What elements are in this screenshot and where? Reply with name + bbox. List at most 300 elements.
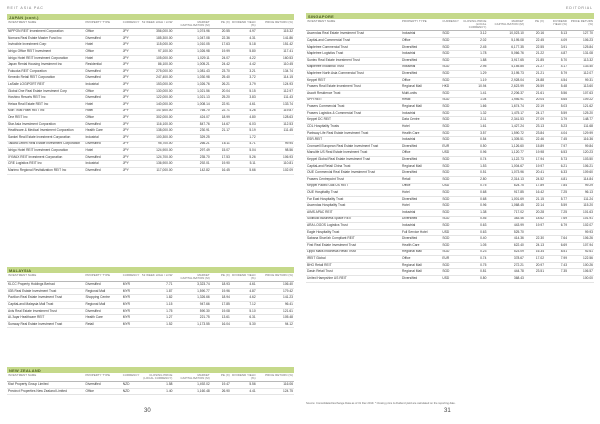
table-row [306,97,594,104]
table-cell: 22.46 [525,137,545,144]
table-cell: Hotel [85,101,122,108]
table-cell: 98.56 [257,148,294,155]
table-cell: 1,173.55 [173,321,210,328]
table-cell: Diversified [401,57,441,64]
table-cell: 1,026.76 [173,82,210,89]
table-cell [545,276,568,283]
table-section [7,14,294,175]
table-cell: JPY [122,75,139,82]
table-cell: 24.07 [211,55,231,62]
table-cell: 3.83 [231,95,257,102]
table-row [306,196,594,203]
investment-name-cell: Ichigo Office REIT Investment [7,49,85,56]
table-cell: 5,066.76 [487,51,524,58]
table-cell: 5.10 [231,308,257,315]
column-header: INVESTMENT NAME [306,19,401,31]
column-header: PRICE RETURN (%) [257,20,294,29]
table-cell: 7.97 [545,143,568,150]
table-cell: 96.41 [257,302,294,309]
table-cell: Diversified [401,216,441,223]
table-cell: Office [85,115,122,122]
table-cell: SGD [441,216,461,223]
table-cell: 114.15 [257,75,294,82]
table-cell: 111.43 [257,95,294,102]
table-cell: 292.01 [173,161,210,168]
investment-name-cell: Hoshino Resorts REIT Inc [7,95,85,102]
table-cell: 7.25 [545,190,568,197]
table-cell: 22.91 [211,101,231,108]
table-cell: 111.24 [568,196,594,203]
table-cell: Diversified [401,71,441,78]
investment-name-cell: SPH REIT [306,97,401,104]
table-cell: 94.12 [257,321,294,328]
table-cell: Industrial [85,134,122,141]
investment-name-cell: Al-'Aqar Healthcare REIT [7,315,85,322]
column-header: PE (X) [211,373,231,382]
table-cell: 1.72 [231,134,257,141]
investment-name-cell: Manulife US Real Estate Investment Trust [306,150,401,157]
table-cell: 3,917.65 [487,57,524,64]
section-title: MALAYSIA [7,267,294,273]
table-cell: NZD [122,382,139,389]
table-cell: JPY [122,134,139,141]
right-page [300,0,600,424]
table-cell: 0.74 [462,157,488,164]
table-cell: 2,206.37 [487,90,524,97]
table-cell: 1,590.77 [173,288,210,295]
table-cell: SGD [441,110,461,117]
table-row [7,35,294,42]
table-cell: 5,195.08 [487,38,524,45]
investment-name-cell: Keppel Global Real Estate Investment Trust [306,157,401,164]
investment-name-cell: Precinct Properties New Zealand Limited [7,388,85,395]
table-cell: 14.67 [211,121,231,128]
table-cell: Diversified [401,196,441,203]
table-cell: 717.02 [487,209,524,216]
table-cell: JPY [122,128,139,135]
investment-name-cell: ESR-REIT [306,137,401,144]
table-cell: 20.97 [525,262,545,269]
table-cell: 147,600.00 [139,108,173,115]
table-cell: 17.02 [525,256,545,263]
table-cell: 1.27 [139,315,173,322]
table-cell: Office [85,388,122,395]
section-title: SINGAPORE [306,13,594,19]
table-cell: 102.09 [257,167,294,174]
table-cell: 114.84 [568,176,594,183]
table-cell: MYR [122,282,139,289]
table-cell: 5.13 [545,31,568,38]
table-cell: 179.42 [257,288,294,295]
table-cell: 110.45 [257,62,294,69]
table-cell: EUR [441,143,461,150]
table-cell: 109.60 [568,170,594,177]
data-table [7,20,294,175]
column-header: PROPERTY TYPE [85,373,122,382]
table-cell: 5.19 [231,128,257,135]
table-cell: Industrial [401,137,441,144]
table-cell: 100,300.00 [139,134,173,141]
table-cell: SGD [441,223,461,230]
table-cell: Multi-units [401,90,441,97]
table-cell: 21.17 [211,128,231,135]
table-cell: Regional Mall [401,163,441,170]
investment-name-cell: BHG Retail REIT [306,262,401,269]
table-cell: 525.70 [487,229,524,236]
table-cell: 3.91 [545,44,568,51]
investment-name-cell: Frasers Logistics & Commercial Trust [306,110,401,117]
table-cell: Diversified [85,121,122,128]
table-cell: 302,000.00 [139,115,173,122]
table-cell: 15.07 [211,148,231,155]
table-cell: 1.15 [139,302,173,309]
table-cell: 131.08 [568,51,594,58]
table-cell: 1,590.72 [487,130,524,137]
table-cell: 105.48 [257,315,294,322]
table-cell: SGD [441,130,461,137]
table-cell: 106.23 [568,38,594,45]
investment-name-cell: Soilbuild Business Space REIT [306,216,401,223]
table-cell: 0.68 [462,196,488,203]
investment-name-cell: Ichigo Hotel REIT Investment Corporation [7,148,85,155]
table-cell: EUR [441,256,461,263]
table-cell: Health Care [85,315,122,322]
table-cell: Regional Mall [401,249,441,256]
table-cell: MYR [122,315,139,322]
table-cell: JPY [122,154,139,161]
table-cell: 6.53 [545,150,568,157]
investment-name-cell: Fukuoka REIT Corporation [7,68,85,75]
table-cell: 247,400.00 [139,75,173,82]
table-cell: 19.08 [211,308,231,315]
table-cell: SGD [441,242,461,249]
investment-name-cell: XYMAX REIT Investment Corporation [7,154,85,161]
investment-name-cell: Sankei Real Estate Investment Corporation [7,134,85,141]
table-cell: Office [85,49,122,56]
table-header-row [7,20,294,29]
table-cell: 111.68 [568,124,594,131]
column-header: MARKET CAPITALISATION (M) [173,373,210,382]
table-cell: 22.45 [525,38,545,45]
table-cell: Diversified [401,143,441,150]
table-cell: 16.45 [211,167,231,174]
table-cell: 141.86 [257,35,294,42]
page-number: 31 [444,408,451,414]
table-row [306,150,594,157]
table-cell: 5.73 [545,157,568,164]
table-cell: 119.87 [257,108,294,115]
table-row [306,110,594,117]
investment-name-cell: Sabana Shari'ah Compliant REIT [306,236,401,243]
table-cell: Health Care [85,128,122,135]
table-cell: 7.99 [545,256,568,263]
table-cell: 3,323.74 [173,282,210,289]
table-cell: 19.97 [525,163,545,170]
investment-name-cell: Star Asia Investment Corporation [7,121,85,128]
table-cell: 4.97 [231,29,257,36]
table-cell: 111.45 [257,128,294,135]
table-cell: 1.19 [462,77,488,84]
column-header: CURRENCY [122,373,139,382]
table-cell: 18.99 [211,115,231,122]
table-row [306,84,594,91]
column-header: CURRENCY [122,273,139,282]
table-cell: SGD [441,97,461,104]
table-cell: JPY [122,82,139,89]
table-cell: 101.63 [568,209,594,216]
column-header: PE (X) [525,19,545,31]
table-cell: 947.66 [173,302,210,309]
column-header: INVESTMENT NAME [7,20,85,29]
table-cell: 106.26 [568,236,594,243]
table-row [306,269,594,276]
table-row [7,121,294,128]
investment-name-cell: CapitaLand Malaysia Mall Trust [7,302,85,309]
table-cell: 0.75 [462,183,488,190]
table-cell: 0.54 [462,137,488,144]
investment-name-cell: Kiwi Property Group Limited [7,382,85,389]
table-row [306,117,594,124]
table-cell: MYR [122,308,139,315]
table-cell: 1,021.13 [173,95,210,102]
investment-name-cell: Ascendas Real Estate Investment Trust [306,31,401,38]
column-header: DIVIDEND YIELD (%) [232,19,256,28]
table-cell: 19.96 [211,288,231,295]
table-cell: 5.59 [545,110,568,117]
table-cell: 1,030.98 [173,75,210,82]
table-row [7,141,294,148]
table-cell: Office [401,77,441,84]
table-cell: 7.35 [545,269,568,276]
table-cell: 1,674.74 [487,104,524,111]
table-header-row [7,373,294,382]
table-cell: 21.21 [525,71,545,78]
table-cell: 1.78 [462,51,488,58]
table-cell: 6,177.35 [487,44,524,51]
table-cell: 17.94 [525,157,545,164]
table-cell: Diversified [85,154,122,161]
investment-name-cell: CDL Hospitality Trusts [306,124,401,131]
table-cell: 117,000.00 [139,167,173,174]
investment-name-cell: Invincible Investment Corp [7,42,85,49]
table-cell: 97,100.00 [139,49,173,56]
table-cell: 160.53 [257,55,294,62]
table-cell: 21.27 [525,64,545,71]
table-row [7,148,294,155]
table-cell: 22.71 [211,108,231,115]
investment-name-cell: Mapletree Industrial Trust [306,64,401,71]
table-cell [525,276,545,283]
table-row [306,104,594,111]
table-cell: 3.79 [545,117,568,124]
table-cell: SGD [441,170,461,177]
table-cell: 7.71 [139,282,173,289]
table-cell: 356,000.00 [139,29,173,36]
table-cell: SGD [441,269,461,276]
table-cell: 1.04 [462,97,488,104]
table-cell: 92.61 [568,249,594,256]
table-cell: Office [85,88,122,95]
investment-name-cell: KLCC Property Holdings Berhad [7,282,85,289]
investment-name-cell: Sunway Real Estate Investment Trust [7,321,85,328]
table-cell: USD [441,150,461,157]
table-cell: 1.88 [462,57,488,64]
table-section [7,367,294,395]
table-cell: JPY [122,108,139,115]
table-cell: 24.88 [525,77,545,84]
table-cell: Diversified [85,308,122,315]
column-header: DIVIDEND YIELD (%) [545,19,568,31]
investment-name-cell: Far East Hospitality Trust [306,196,401,203]
section-title: JAPAN (cont.) [7,14,294,20]
table-cell: 4.22 [231,55,257,62]
table-cell: 1,305.51 [487,137,524,144]
investment-name-cell: Frasers Commercial Trust [306,104,401,111]
table-cell: 18.93 [211,282,231,289]
table-cell: 2.80 [462,176,488,183]
investment-name-cell: Mapletree Commercial Trust [306,44,401,51]
table-cell: 1.58 [139,382,173,389]
table-cell: 122,000.00 [139,95,173,102]
table-row [7,42,294,49]
table-cell: 1.75 [139,308,173,315]
table-cell: 106.21 [568,163,594,170]
table-cell: 23.84 [525,130,545,137]
table-cell: USD [441,229,461,236]
table-cell: 121.61 [257,308,294,315]
table-cell: 5.18 [231,42,257,49]
running-header: EDITORIAL [565,6,593,10]
table-cell: SGD [441,190,461,197]
table-cell: SGD [441,209,461,216]
table-cell: 6.69 [545,242,568,249]
investment-name-cell: Healthcare & Medical Investment Corporation [7,128,85,135]
table-row [7,288,294,295]
table-row [7,101,294,108]
table-cell: 0.96 [462,203,488,210]
section-title: NEW ZEALAND [7,367,294,373]
table-row [306,124,594,131]
table-cell: 19.99 [211,49,231,56]
table-cell: JPY [122,68,139,75]
table-cell: 297.49 [173,148,210,155]
table-cell: 20.41 [525,170,545,177]
table-cell: 230.91 [173,128,210,135]
table-cell: JPY [122,42,139,49]
table-cell: 130,000.00 [139,88,173,95]
table-row [7,128,294,135]
table-cell: 1.87 [139,288,173,295]
table-cell: 0.63 [462,223,488,230]
table-cell: SGD [441,51,461,58]
table-cell: 19.97 [525,223,545,230]
table-cell: 5.79 [545,71,568,78]
table-cell: 6.03 [231,121,257,128]
table-cell: Health Care [401,242,441,249]
table-cell: USD [441,183,461,190]
table-cell: 27.09 [525,117,545,124]
table-row [306,64,594,71]
table-cell: 22.14 [525,203,545,210]
table-cell: 106.40 [257,282,294,289]
investment-name-cell: OUE Hospitality Trust [306,190,401,197]
table-cell: 16.42 [525,190,545,197]
table-cell: 235.70 [173,154,210,161]
table-cell: 24.42 [211,62,231,69]
table-cell: 1,010.05 [173,42,210,49]
table-cell: 0.80 [462,276,488,283]
table-cell: 116.06 [257,382,294,389]
table-cell: 112.97 [257,88,294,95]
table-cell: Diversified [85,35,122,42]
table-cell: 5.30 [231,321,257,328]
investment-name-cell: Ascendas Hospitality Trust [306,203,401,210]
table-cell: SGD [441,249,461,256]
table-cell: 0.96 [462,150,488,157]
table-row [7,88,294,95]
table-cell: 19.98 [525,150,545,157]
table-cell: 26.59 [525,84,545,91]
table-cell: 115,000.00 [139,42,173,49]
table-cell: Hotel [85,42,122,49]
table-row [7,315,294,322]
table-cell: 110.81 [257,161,294,168]
table-cell: 4.87 [231,288,257,295]
table-cell: 1,475.17 [487,110,524,117]
table-cell: Regional Mall [401,84,441,91]
table-cell: Diversified [401,236,441,243]
table-cell: 106.57 [568,269,594,276]
table-cell: 0.51 [462,170,488,177]
table-cell: 115.32 [257,29,294,36]
column-header: MARKET CAPITALISATION (M) [173,273,210,282]
table-cell: 1,492.02 [173,382,210,389]
table-cell: Regional Mall [401,104,441,111]
table-cell: 3.72 [231,75,257,82]
table-row [7,49,294,56]
table-cell: 0.81 [462,269,488,276]
table-cell [525,229,545,236]
table-cell: 22.36 [211,35,231,42]
table-cell: 5.56 [545,90,568,97]
table-cell: 5.11 [231,161,257,168]
column-header: PRICE RETURN (%) [568,19,594,31]
table-row [7,154,294,161]
table-cell: 124,900.00 [139,148,173,155]
table-cell: 112.53 [257,121,294,128]
table-cell: 136,900.00 [139,161,173,168]
table-row [7,115,294,122]
table-cell: JPY [122,161,139,168]
investment-name-cell: Parkway Life Real Estate Investment Trust [306,130,401,137]
table-cell: JPY [122,35,139,42]
table-cell: 1,001.69 [487,196,524,203]
table-cell: 7.45 [545,137,568,144]
table-row [7,75,294,82]
table-cell: 5.23 [545,124,568,131]
table-cell: 329.25 [173,134,210,141]
table-cell: 1,160.48 [173,388,210,395]
table-row [7,108,294,115]
table-cell: 5.03 [545,104,568,111]
table-cell: JPY [122,95,139,102]
table-row [7,68,294,75]
table-row [306,170,594,177]
table-cell: Diversified [401,157,441,164]
table-row [306,242,594,249]
table-cell: SGD [441,117,461,124]
table-cell: 1,073.96 [487,170,524,177]
